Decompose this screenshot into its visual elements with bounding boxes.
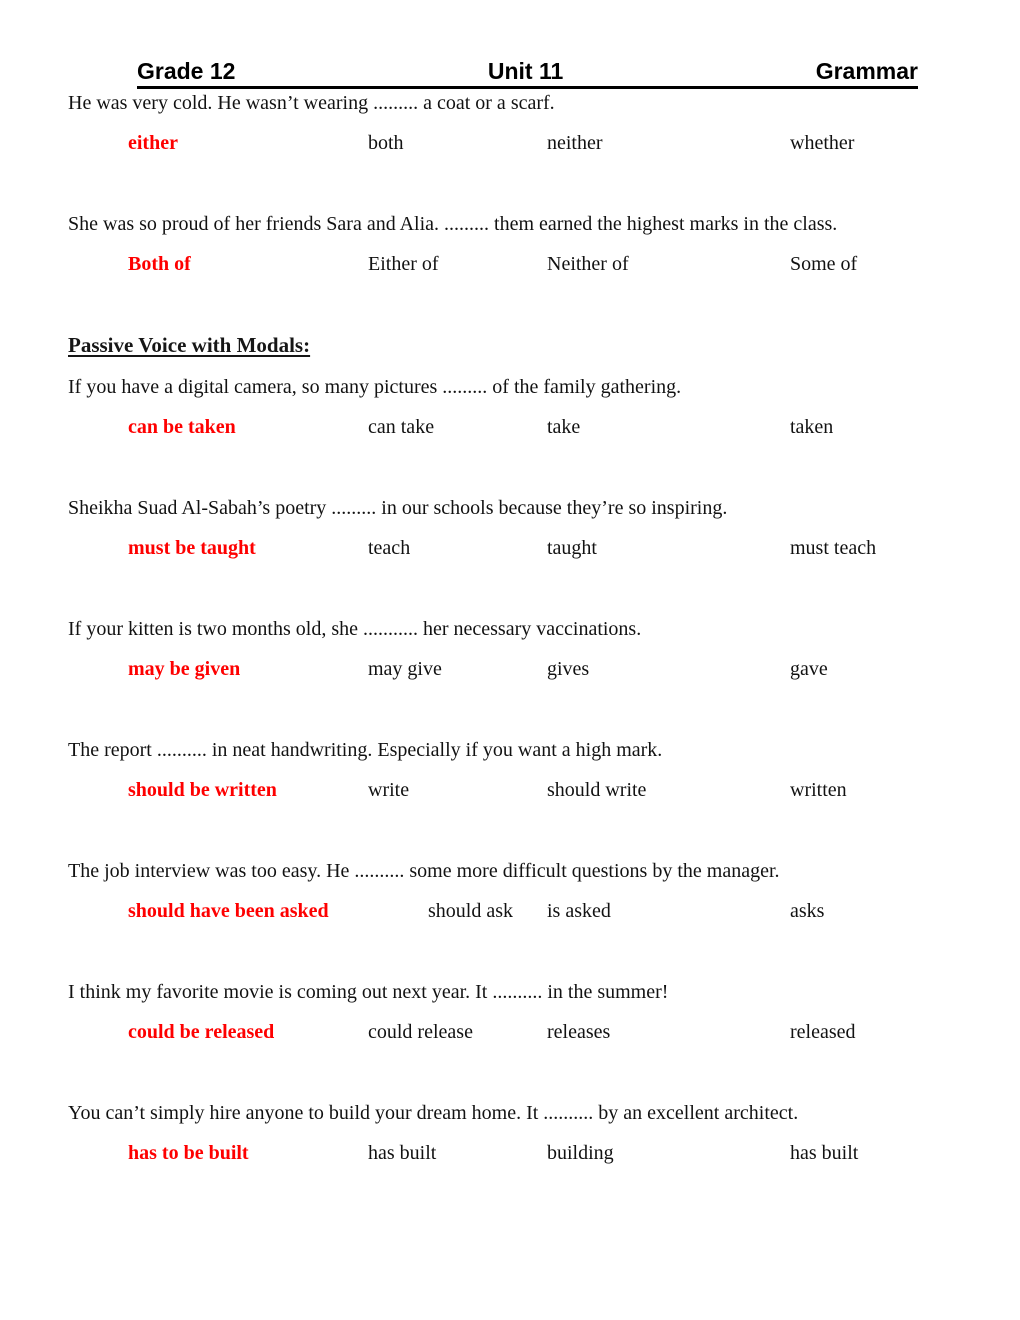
- option-correct: can be taken: [128, 416, 236, 439]
- option: can take: [368, 416, 435, 439]
- options-row: [68, 534, 980, 562]
- question-text: I think my favorite movie is coming out next year. It .......... in the summer!: [68, 981, 669, 1004]
- question-text: If you have a digital camera, so many pictures ......... of the family gathering.: [68, 376, 682, 399]
- option: both: [368, 132, 404, 155]
- options-row: [68, 1139, 980, 1167]
- option: Neither of: [547, 253, 629, 276]
- options-row: [68, 250, 980, 278]
- option-correct: should have been asked: [128, 900, 329, 923]
- option-correct: either: [128, 132, 178, 155]
- option: written: [790, 779, 847, 802]
- question-text: He was very cold. He wasn’t wearing ......... a coat or a scarf.: [68, 92, 555, 115]
- question-block: [68, 1099, 980, 1167]
- option: must teach: [790, 537, 877, 560]
- options-row: [68, 1018, 980, 1046]
- option: Either of: [368, 253, 439, 276]
- question-block: [68, 736, 980, 804]
- option: asks: [790, 900, 825, 923]
- option: teach: [368, 537, 411, 560]
- option: gives: [547, 658, 590, 681]
- page-header: [137, 58, 918, 89]
- option: take: [547, 416, 581, 439]
- question-block: [68, 89, 980, 157]
- question-block: [68, 857, 980, 925]
- option: whether: [790, 132, 855, 155]
- option: taught: [547, 537, 597, 560]
- question-block: [68, 615, 980, 683]
- question-text: She was so proud of her friends Sara and Alia. ......... them earned the highest marks in the class.: [68, 213, 838, 236]
- option: write: [368, 779, 410, 802]
- question-block: [68, 373, 980, 441]
- option: has built: [368, 1142, 437, 1165]
- option-correct: should be written: [128, 779, 277, 802]
- options-row: [68, 776, 980, 804]
- option: building: [547, 1142, 614, 1165]
- option: released: [790, 1021, 856, 1044]
- option: taken: [790, 416, 834, 439]
- option: has built: [790, 1142, 859, 1165]
- option-correct: has to be built: [128, 1142, 249, 1165]
- options-row: [68, 655, 980, 683]
- options-row: [68, 897, 980, 925]
- option-correct: could be released: [128, 1021, 275, 1044]
- option: neither: [547, 132, 603, 155]
- option-correct: Both of: [128, 253, 191, 276]
- option: should write: [547, 779, 647, 802]
- option: should ask: [428, 900, 513, 923]
- question-text: Sheikha Suad Al-Sabah’s poetry ......... in our schools because they’re so inspiring.: [68, 497, 728, 520]
- question-block: [68, 978, 980, 1046]
- header-unit: Unit 11: [487, 58, 564, 84]
- question-text: You can’t simply hire anyone to build your dream home. It .......... by an excellent architect.: [68, 1102, 799, 1125]
- option: is asked: [547, 900, 611, 923]
- option: may give: [368, 658, 442, 681]
- question-text: If your kitten is two months old, she ........... her necessary vaccinations.: [68, 618, 642, 641]
- option: Some of: [790, 253, 858, 276]
- question-block: [68, 494, 980, 562]
- question-block: [68, 210, 980, 278]
- option: gave: [790, 658, 828, 681]
- option: releases: [547, 1021, 611, 1044]
- options-row: [68, 413, 980, 441]
- options-row: [68, 129, 980, 157]
- question-text: The report .......... in neat handwriting. Especially if you want a high mark.: [68, 739, 663, 762]
- section-heading: Passive Voice with Modals:: [68, 333, 311, 358]
- question-text: The job interview was too easy. He .......... some more difficult questions by the manager.: [68, 860, 780, 883]
- header-title: Grammar: [815, 58, 918, 84]
- option: could release: [368, 1021, 473, 1044]
- option-correct: may be given: [128, 658, 241, 681]
- header-grade: Grade 12: [137, 58, 236, 84]
- option-correct: must be taught: [128, 537, 256, 560]
